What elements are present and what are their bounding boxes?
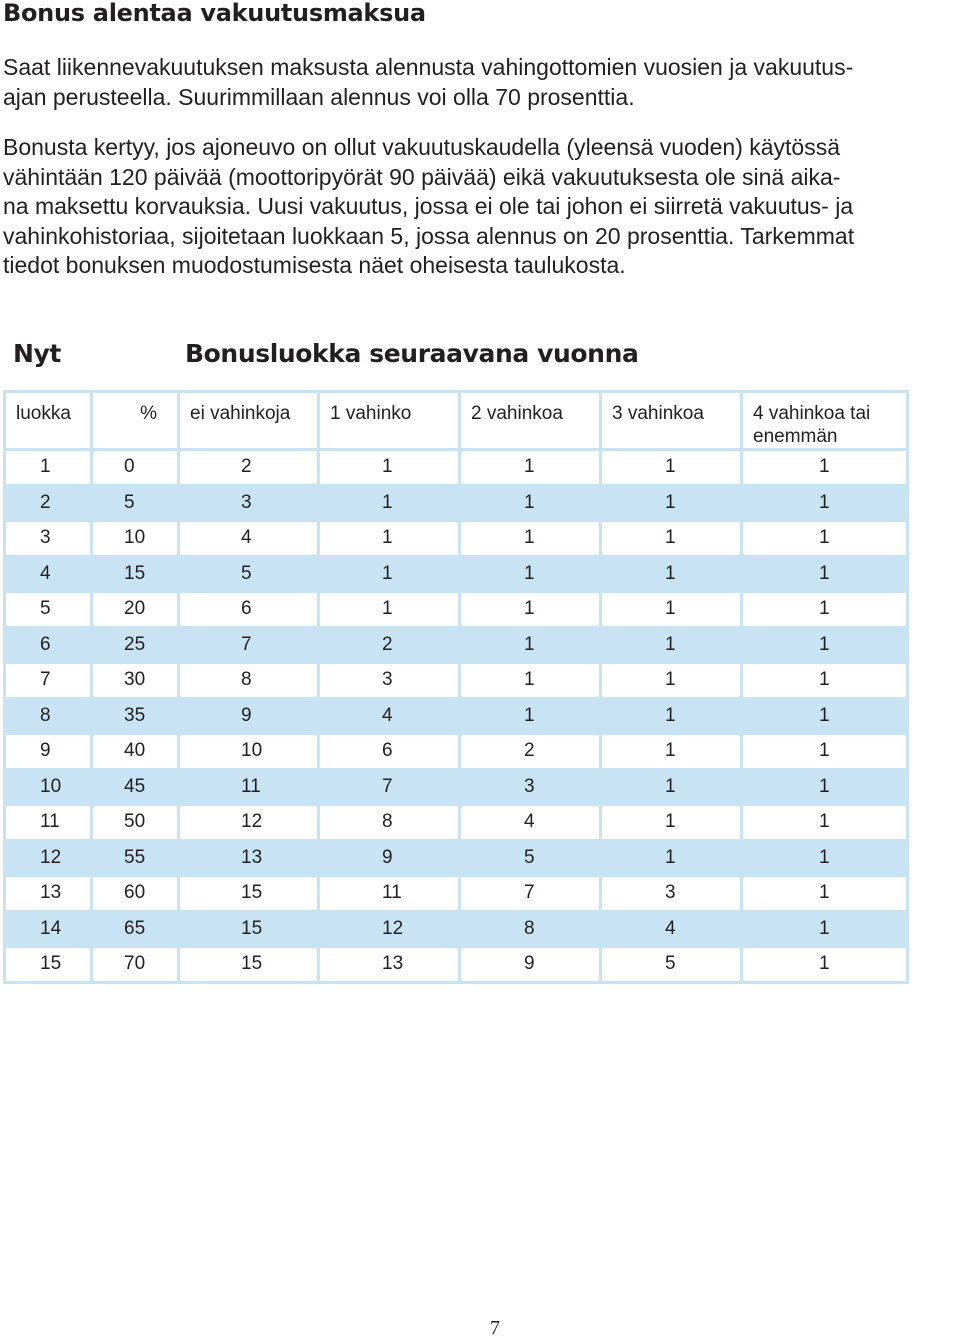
- table-title-now: Nyt: [13, 339, 61, 368]
- cell-luokka: 13: [5, 876, 92, 912]
- cell-percent: 65: [92, 911, 179, 947]
- table-row: [5, 556, 908, 592]
- table-row: [5, 450, 908, 486]
- cell-3-claims: 1: [601, 521, 742, 557]
- cell-1-claim: 4: [319, 698, 460, 734]
- cell-no-claims: 15: [179, 876, 319, 912]
- header-2-claims: 2 vahinkoa: [460, 392, 601, 450]
- cell-luokka: 1: [5, 450, 92, 486]
- cell-4-or-more-claims: 1: [742, 592, 908, 628]
- intro-line: Saat liikennevakuutuksen maksusta alennusta vahingottomien vuosien ja vakuutus-: [3, 54, 854, 80]
- cell-percent: 55: [92, 840, 179, 876]
- cell-1-claim: 13: [319, 947, 460, 983]
- cell-no-claims: 4: [179, 521, 319, 557]
- cell-luokka: 8: [5, 698, 92, 734]
- cell-percent: 30: [92, 663, 179, 699]
- cell-2-claims: 1: [460, 627, 601, 663]
- cell-1-claim: 7: [319, 769, 460, 805]
- cell-3-claims: 4: [601, 911, 742, 947]
- cell-luokka: 3: [5, 521, 92, 557]
- table-title-next-year: Bonusluokka seuraavana vuonna: [185, 339, 639, 368]
- cell-no-claims: 11: [179, 769, 319, 805]
- cell-4-or-more-claims: 1: [742, 805, 908, 841]
- cell-no-claims: 15: [179, 911, 319, 947]
- table-row: [5, 769, 908, 805]
- header-percent: %: [92, 392, 179, 450]
- cell-luokka: 14: [5, 911, 92, 947]
- bonus-line: vähintään 120 päivää (moottoripyörät 90 päivää) eikä vakuutuksesta ole sinä aika-: [3, 163, 841, 190]
- cell-2-claims: 1: [460, 485, 601, 521]
- bonus-line: Bonusta kertyy, jos ajoneuvo on ollut vakuutuskaudella (yleensä vuoden) käytössä: [3, 134, 841, 160]
- cell-3-claims: 1: [601, 485, 742, 521]
- cell-4-or-more-claims: 1: [742, 663, 908, 699]
- cell-2-claims: 3: [460, 769, 601, 805]
- cell-1-claim: 1: [319, 450, 460, 486]
- cell-percent: 60: [92, 876, 179, 912]
- page-number: 7: [490, 1317, 500, 1339]
- cell-1-claim: 1: [319, 521, 460, 557]
- cell-3-claims: 1: [601, 556, 742, 592]
- cell-1-claim: 9: [319, 840, 460, 876]
- cell-1-claim: 1: [319, 592, 460, 628]
- cell-1-claim: 2: [319, 627, 460, 663]
- header-3-claims: 3 vahinkoa: [601, 392, 742, 450]
- table-row: [5, 947, 908, 983]
- cell-1-claim: 6: [319, 734, 460, 770]
- bonus-line: na maksettu korvauksia. Uusi vakuutus, jossa ei ole tai johon ei siirretä vakuutus- ja: [3, 193, 854, 219]
- cell-3-claims: 5: [601, 947, 742, 983]
- cell-1-claim: 11: [319, 876, 460, 912]
- cell-2-claims: 4: [460, 805, 601, 841]
- cell-1-claim: 12: [319, 911, 460, 947]
- cell-4-or-more-claims: 1: [742, 485, 908, 521]
- cell-3-claims: 1: [601, 698, 742, 734]
- cell-4-or-more-claims: 1: [742, 734, 908, 770]
- bonus-paragraph: [3, 133, 854, 281]
- cell-4-or-more-claims: 1: [742, 911, 908, 947]
- cell-luokka: 9: [5, 734, 92, 770]
- cell-no-claims: 12: [179, 805, 319, 841]
- cell-3-claims: 1: [601, 627, 742, 663]
- cell-luokka: 12: [5, 840, 92, 876]
- cell-2-claims: 7: [460, 876, 601, 912]
- header-luokka: luokka: [5, 392, 92, 450]
- cell-2-claims: 9: [460, 947, 601, 983]
- cell-percent: 35: [92, 698, 179, 734]
- cell-4-or-more-claims: 1: [742, 521, 908, 557]
- table-row: [5, 663, 908, 699]
- cell-no-claims: 5: [179, 556, 319, 592]
- cell-percent: 45: [92, 769, 179, 805]
- table-row: [5, 592, 908, 628]
- table-row: [5, 734, 908, 770]
- header-no-claims: ei vahinkoja: [179, 392, 319, 450]
- cell-luokka: 2: [5, 485, 92, 521]
- table-row: [5, 485, 908, 521]
- bonus-class-table: [3, 390, 909, 984]
- cell-4-or-more-claims: 1: [742, 769, 908, 805]
- cell-1-claim: 8: [319, 805, 460, 841]
- cell-2-claims: 1: [460, 663, 601, 699]
- cell-no-claims: 7: [179, 627, 319, 663]
- table-row: [5, 521, 908, 557]
- cell-2-claims: 5: [460, 840, 601, 876]
- cell-4-or-more-claims: 1: [742, 947, 908, 983]
- cell-4-or-more-claims: 1: [742, 698, 908, 734]
- cell-luokka: 5: [5, 592, 92, 628]
- table-header-row: [5, 392, 908, 450]
- table-row: [5, 698, 908, 734]
- cell-percent: 0: [92, 450, 179, 486]
- cell-percent: 50: [92, 805, 179, 841]
- cell-no-claims: 15: [179, 947, 319, 983]
- intro-paragraph: [3, 53, 853, 112]
- cell-no-claims: 6: [179, 592, 319, 628]
- table-row: [5, 840, 908, 876]
- cell-no-claims: 13: [179, 840, 319, 876]
- cell-percent: 10: [92, 521, 179, 557]
- cell-no-claims: 9: [179, 698, 319, 734]
- cell-luokka: 4: [5, 556, 92, 592]
- cell-no-claims: 10: [179, 734, 319, 770]
- cell-no-claims: 8: [179, 663, 319, 699]
- cell-4-or-more-claims: 1: [742, 556, 908, 592]
- cell-2-claims: 1: [460, 556, 601, 592]
- cell-no-claims: 2: [179, 450, 319, 486]
- table-row: [5, 627, 908, 663]
- cell-no-claims: 3: [179, 485, 319, 521]
- cell-percent: 20: [92, 592, 179, 628]
- cell-percent: 70: [92, 947, 179, 983]
- cell-2-claims: 1: [460, 450, 601, 486]
- cell-4-or-more-claims: 1: [742, 876, 908, 912]
- cell-3-claims: 1: [601, 734, 742, 770]
- cell-4-or-more-claims: 1: [742, 450, 908, 486]
- cell-luokka: 7: [5, 663, 92, 699]
- cell-luokka: 6: [5, 627, 92, 663]
- bonus-line: vahinkohistoriaa, sijoitetaan luokkaan 5, jossa alennus on 20 prosenttia. Tarkemmat: [3, 222, 855, 249]
- cell-3-claims: 1: [601, 840, 742, 876]
- header-1-claim: 1 vahinko: [319, 392, 460, 450]
- cell-luokka: 10: [5, 769, 92, 805]
- cell-1-claim: 1: [319, 556, 460, 592]
- cell-percent: 40: [92, 734, 179, 770]
- cell-percent: 25: [92, 627, 179, 663]
- header-4-or-more-claims: 4 vahinkoa tai enemmän: [742, 392, 908, 450]
- bonus-line: tiedot bonuksen muodostumisesta näet oheisesta taulukosta.: [3, 252, 626, 278]
- cell-2-claims: 2: [460, 734, 601, 770]
- cell-4-or-more-claims: 1: [742, 627, 908, 663]
- cell-4-or-more-claims: 1: [742, 840, 908, 876]
- cell-3-claims: 1: [601, 450, 742, 486]
- cell-3-claims: 1: [601, 769, 742, 805]
- cell-3-claims: 3: [601, 876, 742, 912]
- cell-luokka: 15: [5, 947, 92, 983]
- cell-3-claims: 1: [601, 592, 742, 628]
- cell-2-claims: 8: [460, 911, 601, 947]
- cell-1-claim: 1: [319, 485, 460, 521]
- cell-2-claims: 1: [460, 521, 601, 557]
- intro-line: ajan perusteella. Suurimmillaan alennus voi olla 70 prosenttia.: [3, 83, 635, 110]
- cell-2-claims: 1: [460, 592, 601, 628]
- cell-luokka: 11: [5, 805, 92, 841]
- cell-2-claims: 1: [460, 698, 601, 734]
- cell-1-claim: 3: [319, 663, 460, 699]
- cell-percent: 15: [92, 556, 179, 592]
- table-row: [5, 876, 908, 912]
- table-row: [5, 911, 908, 947]
- table-row: [5, 805, 908, 841]
- cell-3-claims: 1: [601, 663, 742, 699]
- cell-3-claims: 1: [601, 805, 742, 841]
- page-heading: Bonus alentaa vakuutusmaksua: [3, 0, 426, 27]
- cell-percent: 5: [92, 485, 179, 521]
